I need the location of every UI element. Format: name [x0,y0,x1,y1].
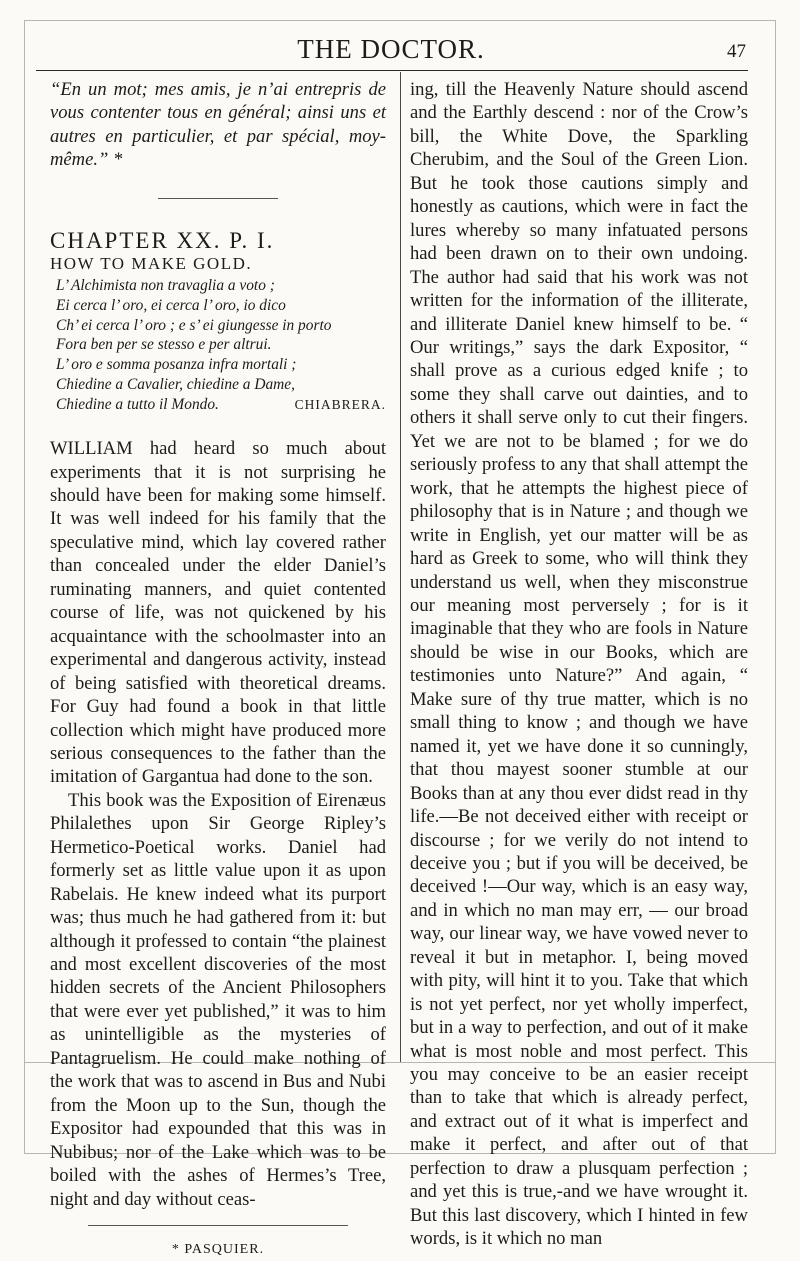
motto-author: CHIABRERA. [294,397,386,413]
motto-line: Chiedine a tutto il Mondo. [56,396,219,414]
motto-line: Fora ben per se stesso e per altrui. [56,336,272,354]
right-column [410,78,748,1251]
paragraph: WILLIAM had heard so much about experiments that it is not surprising he should have been for making some himself. It was well indeed for his family that the speculative mind, which lay covered rather than concealed under the elder Daniel’s ruminating manners, and quiet contented course of life, was not quickened by his acquaintance with the schoolmaster into an experimental and dangerous activity, instead of being satisfied with theoretical dreams. For Guy had found a book in that little collection which might have produced more serious consequences to the father than the imitation of Gargantua had done to the son. [50,438,386,788]
running-head [36,34,746,68]
motto [56,276,386,415]
motto-line: Ei cerca l’ oro, ei cerca l’ oro, io dico [56,296,286,314]
section-rule [158,198,278,199]
paragraph: ing, till the Heavenly Nature should ascend and the Earthly descend : nor of the Crow’s bill, the White Dove, the Sparkling Cherubim, and the Soul of the Green Lion. But he took those cautions simply and honestly as cautions, which were in fact the lures whereby so many infatuated persons had been drawn on to their own undoing. The author had said that his work was not written for the information of the illiterate, and illiterate Daniel knew himself to be. “ Our writings,” says the dark Expositor, “ shall prove as a curious edged knife ; to some they shall carve out dainties, and to others it shall serve only to cut their fingers. Yet we are not to be blamed ; for we do seriously profess to any that shall attempt the work, that he attempts the highest piece of philosophy that is in Nature ; and though we write in English, yet our matter will be as hard as Greek to some, who will think they understand us well, when they misconstrue our meaning most perversely ; for is it imaginable that they who are fools in Nature should be wise in our Books, which are testimonies unto Nature?” And again, “ Make sure of thy true matter, which is no small thing to know ; and though we have named it, yet we have done it so cunningly, that thou mayest sooner stumble at our Books than at any thou ever didst read in thy life.—Be not deceived either with receipt or discourse ; for we verily do not intend to deceive you ; but if you will be deceived, be deceived !—Our way, which is an easy way, and in which no man may err, — our broad way, our linear way, we have vowed never to reveal it but in metaphor. I, being moved with pity, will hint it to you. Take that which is not yet perfect, nor yet wholly imperfect, but in a way to perfection, and out of it make what is most noble and most perfect. This you may conceive to be an easier receipt than to take that which is already perfect, and extract out of it what is imperfect and make it perfect, and after out of that perfection to draw a plusquam perfection ; and yet this is true,-and we have wrought it. But this last discovery, which I hinted in few words, is it which no man [410,79,748,1250]
epigraph: “En un mot; mes amis, je n’ai entrepris de vous contenter tous en général; ainsi uns et autres en particulier, et par spécial, moy-même.” * [50,79,386,171]
chapter-heading: CHAPTER XX. P. I. [50,227,275,253]
motto-line: L’ Alchimista non travaglia a voto ; [56,276,275,294]
footnote: * PASQUIER. [171,1242,265,1258]
header-rule [36,70,748,71]
left-column [50,78,386,1261]
page-number: 47 [727,41,746,62]
footnote-rule [88,1225,348,1226]
column-divider [400,72,401,1062]
motto-line: Chiedine a Cavalier, chiedine a Dame, [56,376,295,394]
motto-last-line-row [56,395,386,415]
running-title: THE DOCTOR. [297,34,485,64]
paragraph: This book was the Exposition of Eirenæus Philalethes upon Sir George Ripley’s Hermetico-Poetical works. Daniel had formerly set as little value upon it as upon Rabelais. He knew indeed what its purport was; thus much he had gathered from it: but although it professed to contain “the plainest and most excellent discoveries of the most hidden secrets of the Ancient Philosophers that were ever yet published,” it was to him as unintelligible as the mysteries of Pantagruelism. He could make nothing of the work that was to ascend in Bus and Nubi from the Moon up to the Sun, though the Expositor had expounded that this was in Nubibus; nor of the Lake which was to be boiled with the ashes of Hermes’s Tree, night and day without ceas- [50,789,386,1210]
motto-line: L’ oro e somma posanza infra mortali ; [56,356,297,374]
chapter-subtitle: HOW TO MAKE GOLD. [50,254,253,274]
motto-line: Ch’ ei cerca l’ oro ; e s’ ei giungesse in porto [56,316,332,334]
